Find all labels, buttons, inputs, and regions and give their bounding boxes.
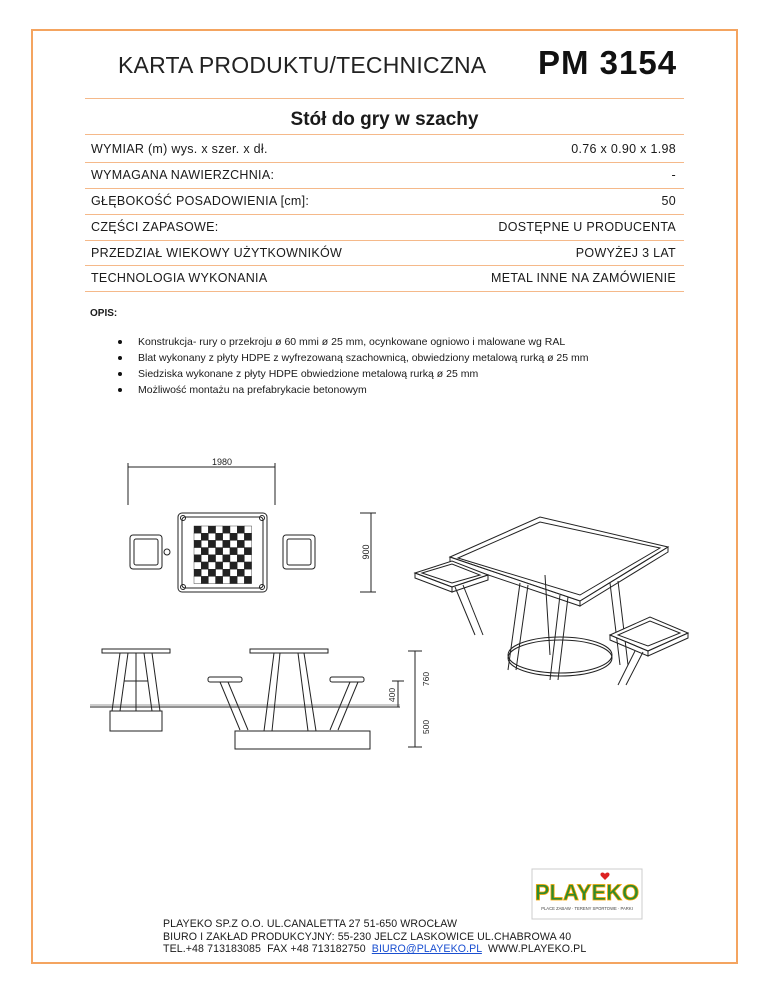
chess-square — [201, 576, 208, 583]
footer-contact — [163, 943, 586, 956]
chess-square — [230, 526, 237, 533]
chess-square — [216, 562, 223, 569]
chess-square — [208, 569, 215, 576]
chess-square — [244, 576, 251, 583]
chess-square — [208, 548, 215, 555]
chess-square — [208, 555, 215, 562]
divider — [85, 134, 684, 135]
technical-drawing — [90, 455, 690, 765]
spec-label: GŁĘBOKOŚĆ POSADOWIENIA [cm]: — [91, 194, 310, 208]
chess-square — [208, 562, 215, 569]
spec-label: CZĘŚCI ZAPASOWE: — [91, 220, 219, 234]
chess-square — [201, 533, 208, 540]
chess-square — [216, 526, 223, 533]
chess-square — [194, 562, 201, 569]
chess-square — [194, 576, 201, 583]
description-list — [120, 334, 589, 398]
chess-square — [208, 533, 215, 540]
playeko-logo — [531, 868, 643, 920]
website-link[interactable]: WWW.PLAYEKO.PL — [481, 943, 587, 955]
chess-square — [216, 540, 223, 547]
document-title: KARTA PRODUKTU/TECHNICZNA — [118, 52, 487, 78]
spec-value: 50 — [661, 194, 676, 208]
footer-address: PLAYEKO SP.Z O.O. UL.CANALETTA 27 51-650 WROCŁAW — [163, 918, 458, 930]
chess-square — [208, 576, 215, 583]
spec-label: WYMIAR (m) wys. x szer. x dł. — [91, 142, 268, 156]
spec-label: PRZEDZIAŁ WIEKOWY UŻYTKOWNIKÓW — [91, 246, 343, 260]
chess-square — [201, 562, 208, 569]
chess-square — [230, 533, 237, 540]
footer-phone-fax: TEL.+48 713183085 FAX +48 713182750 — [163, 943, 372, 955]
chess-square — [237, 569, 244, 576]
chess-square — [237, 555, 244, 562]
product-code: PM 3154 — [538, 44, 678, 81]
chess-square — [223, 555, 230, 562]
company-footer — [163, 918, 586, 956]
chess-square — [244, 540, 251, 547]
chess-square — [201, 548, 208, 555]
chess-square — [223, 540, 230, 547]
dimension-depth-label: 900 — [361, 544, 371, 560]
spec-value: 0.76 x 0.90 x 1.98 — [571, 142, 676, 156]
spec-row-age-range — [85, 240, 684, 266]
dimension-width-label: 1980 — [211, 457, 233, 467]
spec-row-dimensions — [85, 136, 684, 162]
chess-square — [230, 576, 237, 583]
chess-square — [216, 555, 223, 562]
chess-square — [244, 569, 251, 576]
chess-square — [223, 526, 230, 533]
spec-row-technology — [85, 265, 684, 291]
product-name: Stół do gry w szachy — [290, 109, 479, 130]
chess-square — [244, 526, 251, 533]
chess-square — [230, 555, 237, 562]
footer-production: BIURO I ZAKŁAD PRODUKCYJNY: 55-230 JELCZ LASKOWICE UL.CHABROWA 40 — [163, 930, 572, 943]
seat-top-view-left — [130, 535, 170, 569]
chess-square — [230, 562, 237, 569]
chess-square — [208, 540, 215, 547]
chess-square — [194, 526, 201, 533]
spec-value: DOSTĘPNE U PRODUCENTA — [498, 220, 676, 234]
chess-square — [237, 526, 244, 533]
chess-square — [230, 548, 237, 555]
chess-square — [216, 548, 223, 555]
spec-value: POWYŻEJ 3 LAT — [575, 246, 676, 260]
chessboard-pattern — [194, 526, 252, 584]
divider — [85, 98, 684, 99]
logo-wordmark: PLAYEKO — [534, 880, 640, 905]
spec-label: TECHNOLOGIA WYKONANIA — [91, 271, 268, 285]
dimension-foundation-label: 500 — [421, 719, 431, 735]
spec-row-foundation-depth — [85, 188, 684, 214]
chess-square — [216, 576, 223, 583]
seat-top-view-right — [283, 535, 315, 569]
table-isometric-view — [415, 517, 688, 685]
chess-square — [230, 540, 237, 547]
chess-square — [223, 533, 230, 540]
dimension-foundation — [408, 707, 422, 747]
spec-row-surface — [85, 162, 684, 188]
chess-square — [201, 526, 208, 533]
chess-square — [244, 548, 251, 555]
chess-square — [230, 569, 237, 576]
seat-side-view-left — [208, 677, 248, 730]
chess-square — [244, 555, 251, 562]
chess-square — [201, 569, 208, 576]
seat-side-view-right — [330, 677, 364, 730]
chess-square — [223, 569, 230, 576]
list-item: Blat wykonany z płyty HDPE z wyfrezowaną szachownicą, obwiedziony metalową rurką ø 25 mm — [120, 350, 589, 366]
chess-square — [208, 526, 215, 533]
dimension-seat-height-label: 400 — [387, 687, 397, 703]
spec-row-spare-parts — [85, 214, 684, 240]
spec-value: METAL INNE NA ZAMÓWIENIE — [491, 271, 676, 285]
chess-square — [194, 533, 201, 540]
chess-square — [244, 533, 251, 540]
table-side-view-left — [102, 649, 170, 731]
chess-square — [244, 562, 251, 569]
list-item: Możliwość montażu na prefabrykacie betonowym — [120, 382, 589, 398]
chess-square — [237, 540, 244, 547]
list-item: Siedziska wykonane z płyty HDPE obwiedzione metalową rurką ø 25 mm — [120, 366, 589, 382]
dimension-width — [128, 463, 275, 505]
chess-square — [237, 548, 244, 555]
logo-tagline: PLACE ZABAW · TERENY SPORTOWE · PARKI — [541, 906, 633, 911]
dimension-table-height-label: 760 — [421, 671, 431, 687]
chess-square — [194, 555, 201, 562]
chess-square — [194, 540, 201, 547]
chess-square — [216, 569, 223, 576]
chess-square — [201, 555, 208, 562]
chess-square — [201, 540, 208, 547]
chess-square — [194, 548, 201, 555]
chess-square — [237, 533, 244, 540]
chess-square — [237, 576, 244, 583]
table-side-view-right — [235, 649, 370, 749]
spec-label: WYMAGANA NAWIERZCHNIA: — [91, 168, 275, 182]
chess-square — [223, 562, 230, 569]
spec-value: - — [671, 168, 676, 182]
chess-square — [223, 548, 230, 555]
chess-square — [216, 533, 223, 540]
dimension-table-height — [408, 651, 422, 707]
list-item: Konstrukcja- rury o przekroju ø 60 mmi ø 25 mm, ocynkowane ogniowo i malowane wg RAL — [120, 334, 589, 350]
chess-square — [237, 562, 244, 569]
chess-square — [223, 576, 230, 583]
divider — [85, 291, 684, 292]
description-label: OPIS: — [90, 308, 118, 319]
email-link[interactable]: BIURO@PLAYEKO.PL — [371, 943, 482, 955]
chess-square — [194, 569, 201, 576]
